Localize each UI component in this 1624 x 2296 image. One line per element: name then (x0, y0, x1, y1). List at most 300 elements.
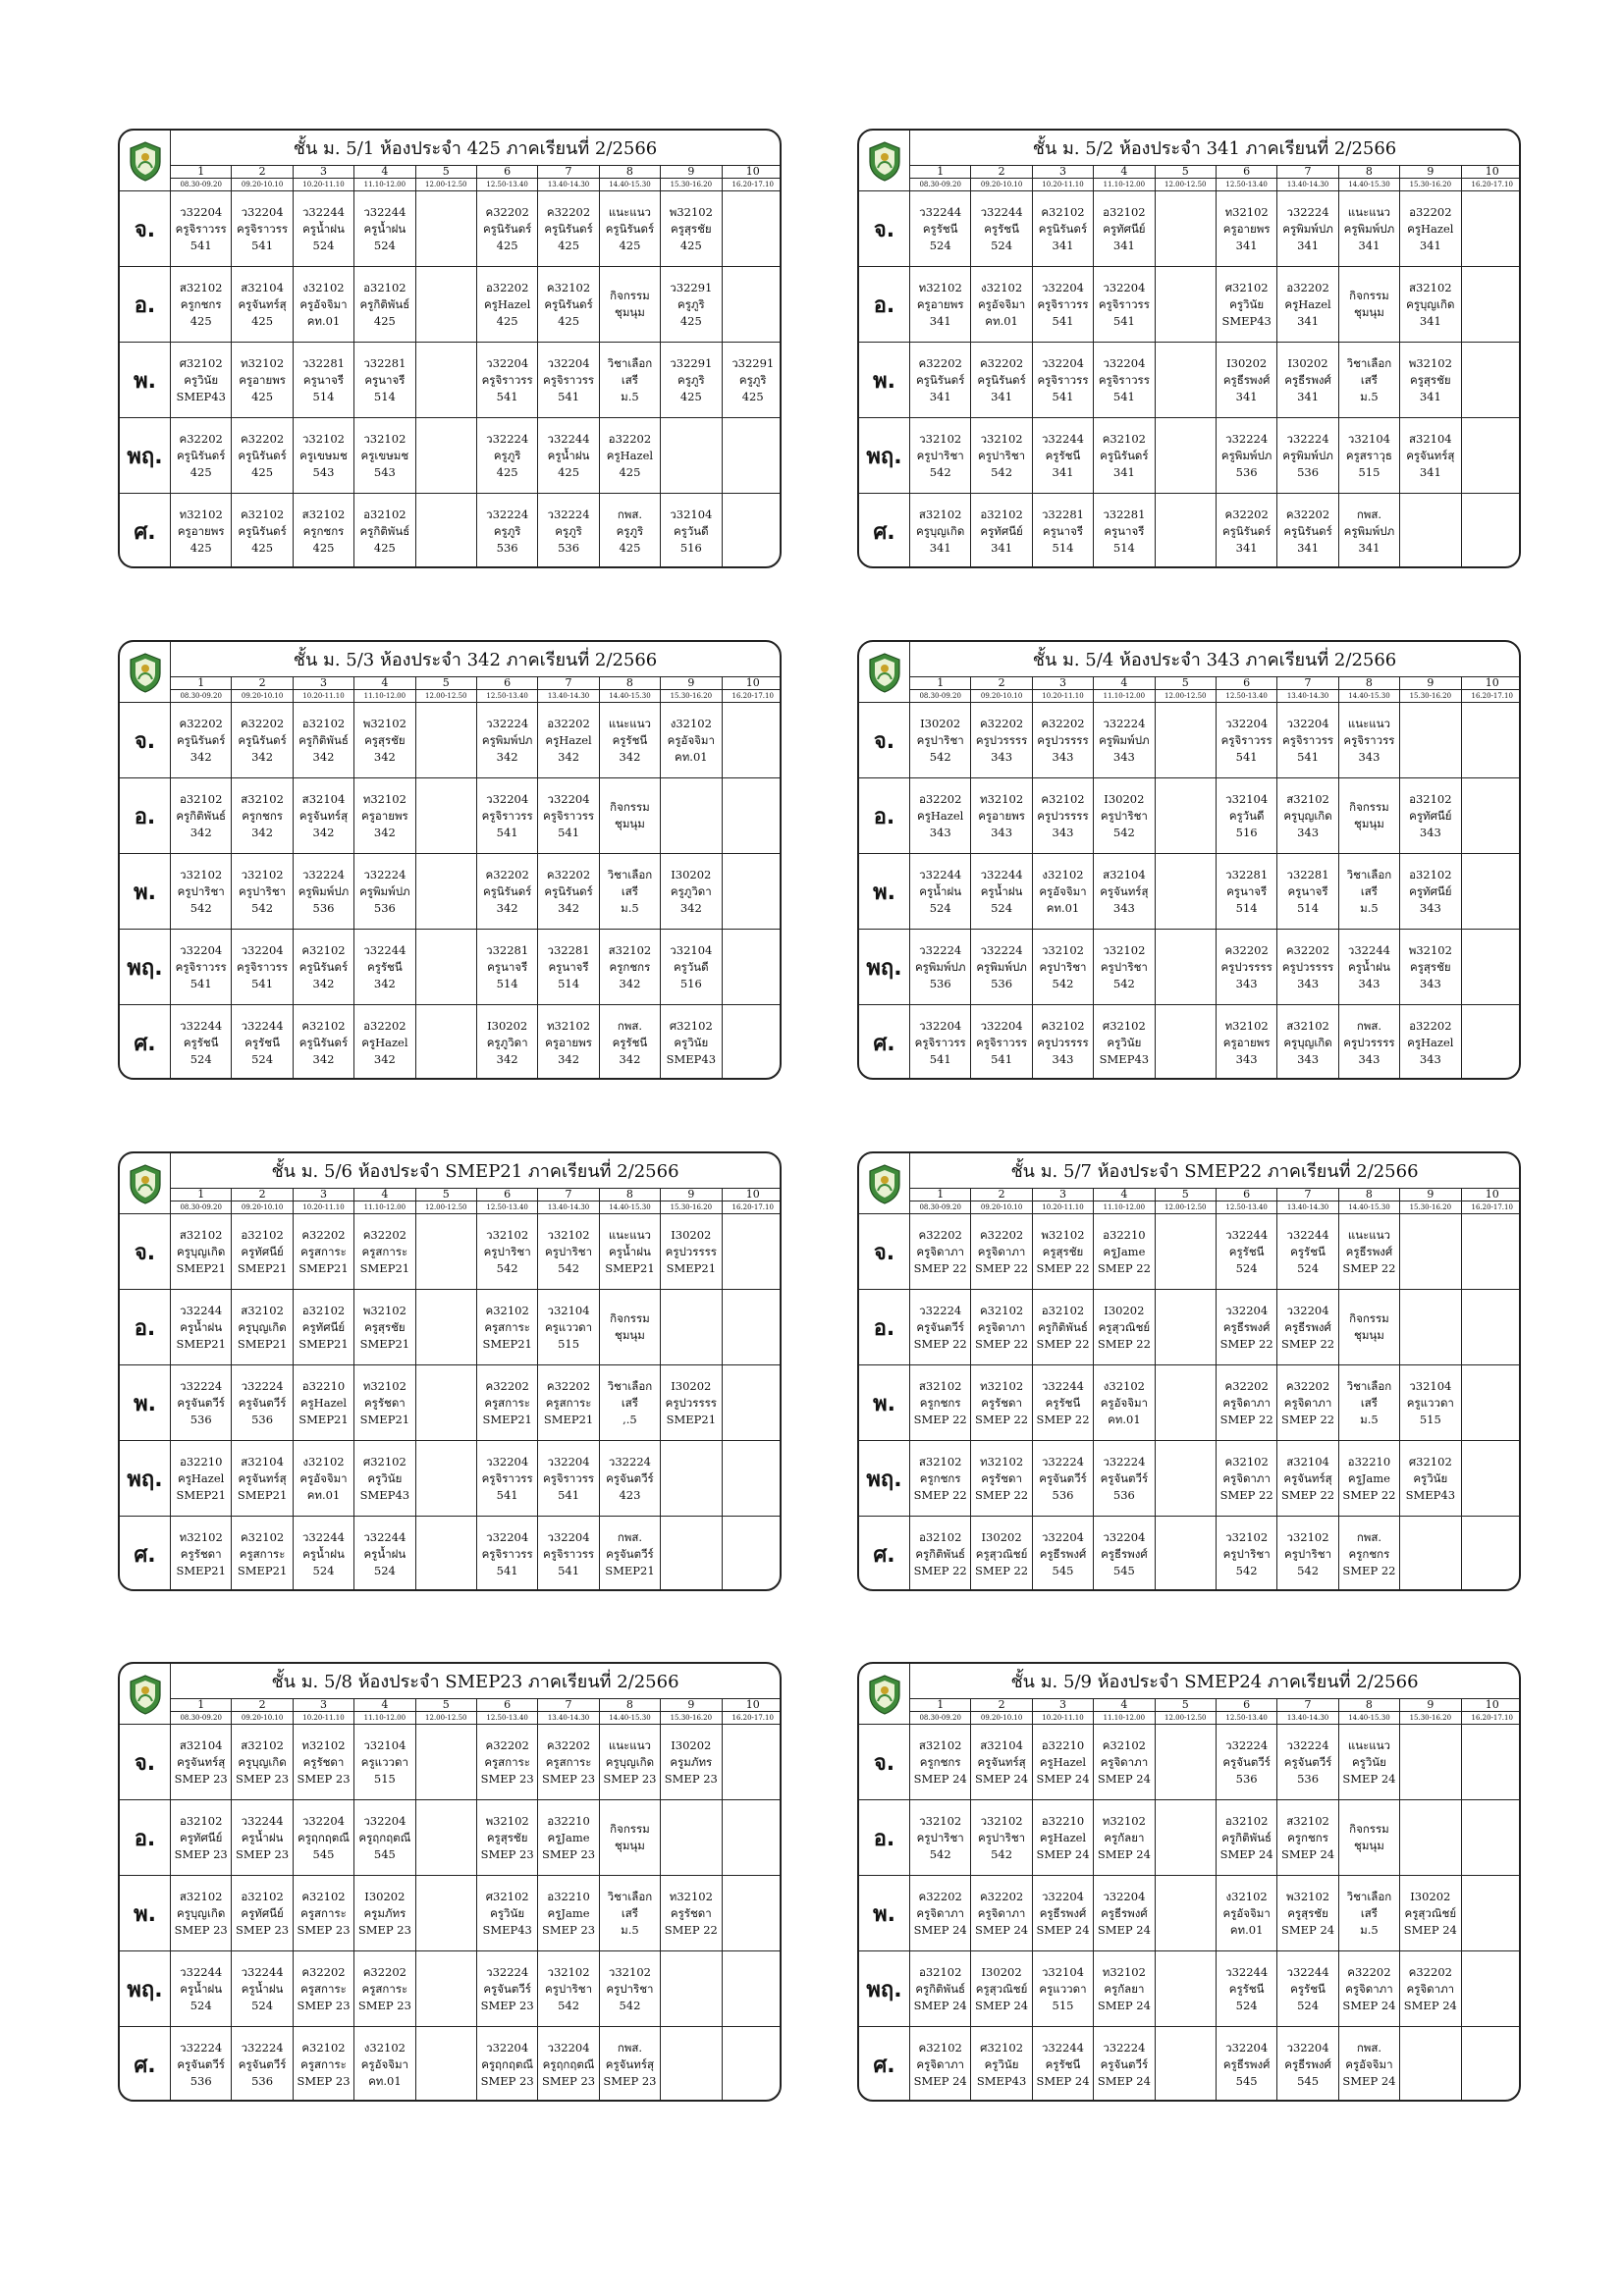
room-label: 542 (991, 1846, 1013, 1861)
day-label: พ. (120, 854, 171, 929)
subject-code: ว32204 (1103, 280, 1146, 294)
room-label: 536 (251, 1412, 274, 1426)
schedule-cell (294, 1800, 354, 1875)
room-label: 542 (991, 464, 1013, 479)
subject-code: ส32102 (918, 1378, 962, 1393)
schedule-cell (477, 1725, 538, 1799)
room-label: ,.5 (623, 1412, 637, 1426)
period-time: 12.00-12.50 (1156, 179, 1217, 190)
subject-code: ว32244 (180, 1019, 223, 1033)
schedule-cell (910, 1876, 971, 1950)
subject-code: ว32291 (731, 355, 775, 370)
day-label: จ. (859, 1214, 910, 1289)
period-time: 16.20-17.10 (731, 1714, 774, 1722)
room-label: 543 (312, 464, 335, 479)
schedule-cell (1033, 1800, 1094, 1875)
period-number: 1 (910, 677, 971, 689)
schedule-cell (600, 1876, 661, 1950)
room-label: 515 (558, 1336, 580, 1351)
room-label: 342 (189, 825, 212, 839)
subject-code: ว32102 (980, 431, 1023, 446)
school-logo-icon (120, 1664, 171, 1725)
period-number: 6 (1217, 677, 1277, 689)
room-label: 342 (619, 1052, 641, 1066)
subject-code: ท32102 (918, 280, 962, 294)
schedule-cell (971, 778, 1032, 853)
subject-code: ว32244 (241, 1964, 284, 1979)
teacher-name: ครูอัจจิมา (1345, 2057, 1393, 2071)
period-number: 1 (171, 677, 232, 689)
room-label: 536 (991, 976, 1013, 990)
subject-code: I30202 (671, 1227, 712, 1242)
room-label: 341 (1419, 313, 1441, 328)
subject-code: ว32224 (486, 507, 529, 521)
schedule-cell (1277, 494, 1338, 568)
teacher-name: ครูบุญเกิด (1406, 296, 1455, 311)
schedule-cell (1339, 343, 1400, 417)
subject-code: ว32102 (919, 431, 962, 446)
subject-code: อ32210 (179, 1454, 223, 1468)
schedule-cell (971, 191, 1032, 266)
schedule-cell (1462, 1876, 1521, 1950)
schedule-cell (723, 418, 782, 493)
schedule-cell (600, 778, 661, 853)
teacher-name: ครูHazel (545, 732, 592, 747)
subject-code: ค32202 (485, 1737, 529, 1752)
schedule-cell (1339, 854, 1400, 929)
schedule-cell (538, 1951, 599, 2026)
teacher-name: ครูน้ำฝน (363, 1547, 406, 1561)
schedule-cell (354, 418, 415, 493)
subject-code: ค32202 (485, 867, 529, 881)
subject-code: ว32204 (919, 1019, 962, 1033)
subject-code: ว32281 (547, 942, 590, 957)
subject-code: อ32202 (1286, 280, 1329, 294)
room-label: 524 (1235, 1998, 1258, 2012)
teacher-name: ครูวินัย (984, 2057, 1019, 2071)
schedule-cell (1277, 1214, 1338, 1289)
room-label: 343 (1297, 825, 1320, 839)
subject-code: ว32102 (547, 1227, 590, 1242)
subject-code: อ32102 (918, 1530, 962, 1544)
schedule-cell (477, 191, 538, 266)
schedule-cell (294, 343, 354, 417)
room-label: SMEP 24 (1342, 1771, 1396, 1786)
subject-code: ว32102 (241, 867, 284, 881)
subject-code: ว32281 (1286, 867, 1329, 881)
room-label: SMEP 22 (1097, 1260, 1151, 1275)
period-time: 15.30-16.20 (1400, 179, 1461, 190)
subject-code: ศ32102 (362, 1454, 406, 1468)
period-number: 6 (1217, 1699, 1277, 1711)
schedule-cell (723, 854, 782, 929)
schedule-cell (723, 1725, 782, 1799)
day-row (120, 1725, 780, 1800)
room-label: 342 (496, 900, 518, 915)
subject-code: แนะแนว (608, 716, 652, 730)
subject-code: ส32102 (241, 1737, 284, 1752)
period-time: 13.40-14.30 (538, 1712, 599, 1724)
period-time: 10.20-11.10 (294, 1201, 354, 1213)
schedule-cell (1156, 930, 1217, 1004)
schedule-cell (1217, 1517, 1277, 1591)
subject-code: ค32102 (301, 1889, 346, 1903)
room-label: 425 (251, 464, 274, 479)
subject-code: ส32102 (1286, 1019, 1329, 1033)
teacher-name: ครูกชกร (919, 1470, 961, 1485)
teacher-name: ครูจิดาภา (916, 2057, 964, 2071)
schedule-cell (1217, 778, 1277, 853)
day-label: จ. (859, 703, 910, 777)
schedule-cell (416, 1517, 477, 1591)
schedule-cell (661, 1800, 722, 1875)
day-label: ศ. (859, 2027, 910, 2102)
teacher-name: ครูสการะ (361, 1981, 408, 1996)
schedule-cell (416, 494, 477, 568)
schedule-body (859, 1725, 1519, 2100)
day-label: พฤ. (859, 418, 910, 493)
schedule-cell (971, 418, 1032, 493)
day-row (859, 1725, 1519, 1800)
room-label: SMEP 22 (1342, 1260, 1396, 1275)
day-row (859, 267, 1519, 343)
subject-code: พ32102 (669, 204, 713, 219)
day-row (859, 343, 1519, 418)
schedule-cell (1156, 778, 1217, 853)
teacher-name: ครูจันทร์สุ (1406, 448, 1455, 462)
teacher-name: เสรี (1360, 1395, 1378, 1410)
teacher-name: ครูHazel (178, 1470, 225, 1485)
card-title: ชั้น ม. 5/7 ห้องประจำ SMEP22 ภาคเรียนที่ 2/2566 (910, 1153, 1519, 1189)
teacher-name: ครูนิรันดร์ (482, 221, 532, 236)
room-label: SMEP21 (605, 1564, 655, 1577)
period-number: 6 (1217, 1189, 1277, 1201)
schedule-cell (1339, 778, 1400, 853)
teacher-name: ครูปวรรรร (1037, 732, 1089, 747)
subject-code: ว32281 (1225, 867, 1269, 881)
schedule-cell (1339, 1290, 1400, 1364)
subject-code: ค32202 (918, 355, 962, 370)
teacher-name: ครูอัจจิมา (1039, 883, 1087, 898)
subject-code: ง32102 (302, 280, 345, 294)
schedule-cell (171, 418, 232, 493)
subject-code: ว32224 (1041, 1454, 1084, 1468)
room-label: 542 (929, 464, 951, 479)
teacher-name: ครูปาริชา (978, 1830, 1026, 1844)
subject-code: ว32224 (1286, 1737, 1329, 1752)
teacher-name: ครูนิรันดร์ (298, 959, 349, 974)
schedule-cell (232, 418, 293, 493)
schedule-cell (477, 1517, 538, 1591)
schedule-cell (416, 1214, 477, 1289)
room-label: SMEP 22 (913, 1412, 967, 1426)
period-time: 08.30-09.20 (910, 1712, 971, 1724)
room-label: SMEP 24 (1036, 1846, 1090, 1861)
subject-code: ค32102 (301, 942, 346, 957)
subject-code: อ32202 (363, 1019, 406, 1033)
subject-code: ส32104 (1409, 431, 1452, 446)
subject-code: I30202 (671, 1737, 712, 1752)
subject-code: ค32202 (1224, 1378, 1269, 1393)
schedule-cell (723, 1365, 782, 1440)
subject-code: ว32224 (547, 507, 590, 521)
room-label: SMEP 24 (1097, 1998, 1151, 2012)
room-label: 516 (679, 976, 702, 990)
teacher-name: ครูบุญเกิด (1283, 808, 1332, 823)
schedule-cell (1462, 494, 1521, 568)
schedule-cell (171, 778, 232, 853)
room-label: SMEP 22 (1036, 1260, 1090, 1275)
teacher-name: ครูจิราวรร (543, 1547, 595, 1561)
room-label: 425 (619, 238, 641, 252)
day-label: พฤ. (859, 1441, 910, 1516)
teacher-name: ครูพิมพ์ปภ (359, 883, 410, 898)
teacher-name: ชุมนุม (1354, 817, 1384, 830)
school-logo-icon (120, 131, 171, 191)
room-label: SMEP21 (359, 1260, 410, 1275)
subject-code: อ32102 (1409, 791, 1452, 806)
teacher-name: เสรี (621, 1905, 638, 1920)
schedule-cell (171, 1441, 232, 1516)
teacher-name: ครูปาริชา (978, 448, 1026, 462)
subject-code: แนะแนว (608, 204, 652, 219)
period-time: 12.50-13.40 (477, 179, 538, 190)
room-label: 343 (1052, 825, 1074, 839)
schedule-cell (910, 1800, 971, 1875)
subject-code: ว32224 (1286, 204, 1329, 219)
teacher-name: ครูภูริ (555, 524, 582, 538)
period-time: 13.40-14.30 (538, 690, 599, 702)
day-label: ศ. (859, 1517, 910, 1591)
schedule-cell (1033, 1517, 1094, 1591)
room-label: SMEP21 (237, 1564, 288, 1577)
room-label: SMEP21 (605, 1260, 655, 1275)
subject-code: ว32224 (486, 431, 529, 446)
schedule-cell (1094, 778, 1155, 853)
period-header-row (910, 1189, 1519, 1201)
teacher-name: ครูสุวณิชย์ (975, 1981, 1028, 1996)
schedule-cell (538, 930, 599, 1004)
teacher-name: ครูสุวณิชย์ (1404, 1905, 1457, 1920)
schedule-cell (171, 1951, 232, 2026)
room-label: SMEP 24 (975, 1998, 1029, 2012)
teacher-name: ชุมนุม (615, 817, 645, 830)
schedule-cell (723, 930, 782, 1004)
schedule-cell (1156, 1214, 1217, 1289)
schedule-cell (416, 1005, 477, 1080)
schedule-cell (1277, 854, 1338, 929)
period-number: 3 (1033, 166, 1094, 178)
subject-code: ค32102 (301, 1019, 346, 1033)
room-label: 541 (991, 1052, 1013, 1066)
day-label: อ. (120, 1800, 171, 1875)
schedule-cell (477, 1800, 538, 1875)
schedule-cell (723, 1517, 782, 1591)
teacher-name: ครูฤกฤตณี (481, 2057, 534, 2071)
teacher-name: ครูรัชนี (922, 221, 958, 236)
period-time: 11.10-12.00 (1094, 179, 1155, 190)
schedule-cell (354, 1005, 415, 1080)
subject-code: ค32202 (485, 1378, 529, 1393)
period-time: 15.30-16.20 (661, 1201, 722, 1213)
schedule-cell (1094, 1800, 1155, 1875)
room-label: 516 (1235, 825, 1258, 839)
room-label: 542 (619, 1998, 641, 2012)
teacher-name: ครูภูริ (677, 296, 705, 311)
schedule-cell (1400, 494, 1461, 568)
schedule-cell (1400, 343, 1461, 417)
teacher-name: ชุมนุม (1354, 305, 1384, 319)
subject-code: ง32102 (363, 2041, 406, 2055)
teacher-name: ครูนิรันดร์ (238, 448, 287, 462)
period-time: 09.20-10.10 (971, 1201, 1032, 1213)
schedule-cell (477, 1005, 538, 1080)
day-row (859, 930, 1519, 1005)
schedule-cell (1156, 1725, 1217, 1799)
subject-code: I30202 (1226, 355, 1268, 370)
schedule-cell (600, 418, 661, 493)
room-label: SMEP21 (482, 1412, 532, 1426)
schedule-cell (1277, 1290, 1338, 1364)
period-time: 08.30-09.20 (910, 1201, 971, 1213)
room-label: 542 (1297, 1564, 1320, 1577)
room-label: SMEP21 (298, 1336, 349, 1351)
schedule-cell (1217, 930, 1277, 1004)
subject-code: ว32204 (1041, 355, 1084, 370)
room-label: SMEP 24 (1281, 1922, 1335, 1937)
room-label: 342 (679, 900, 702, 915)
teacher-name: ครูสุรชัย (671, 221, 712, 236)
schedule-cell (294, 1214, 354, 1289)
schedule-cell (1339, 2027, 1400, 2102)
schedule-cell (661, 854, 722, 929)
schedule-cell (1156, 2027, 1217, 2102)
room-label: SMEP 23 (297, 2074, 351, 2088)
teacher-name: ครูปวรรรร (975, 732, 1028, 747)
room-label: 341 (1358, 238, 1380, 252)
room-label: SMEP 23 (542, 1922, 596, 1937)
teacher-name: ครูวินัย (1413, 1470, 1448, 1485)
subject-code: ว32204 (547, 1454, 590, 1468)
schedule-cell (1094, 1517, 1155, 1591)
subject-code: ว32281 (363, 355, 406, 370)
teacher-name: ครูสการะ (300, 2057, 347, 2071)
schedule-cell (1217, 191, 1277, 266)
subject-code: ว32244 (547, 431, 590, 446)
schedule-cell (1400, 1725, 1461, 1799)
subject-code: อ32102 (241, 1889, 284, 1903)
period-number: 2 (232, 166, 293, 178)
teacher-name: ครูพิมพ์ปภ (481, 732, 533, 747)
teacher-name: เสรี (1360, 372, 1378, 387)
schedule-cell (1033, 343, 1094, 417)
schedule-cell (1217, 1951, 1277, 2026)
schedule-cell (232, 2027, 293, 2102)
subject-code: ค32202 (179, 431, 223, 446)
subject-code: วิชาเลือก (607, 867, 653, 881)
schedule-cell (294, 267, 354, 342)
subject-code: ว32244 (241, 1813, 284, 1828)
schedule-cell (1277, 267, 1338, 342)
schedule-cell (171, 2027, 232, 2102)
subject-code: ว32204 (547, 355, 590, 370)
period-number: 10 (745, 1698, 760, 1711)
schedule-cell (1156, 854, 1217, 929)
teacher-name: ครูบุญเกิด (605, 1754, 655, 1769)
room-label: 342 (312, 976, 335, 990)
subject-code: อ32102 (179, 791, 223, 806)
teacher-name: ครูจันตวีร์ (606, 1470, 654, 1485)
teacher-name: ครูวินัย (367, 1470, 403, 1485)
schedule-cell (294, 1876, 354, 1950)
school-logo-icon (859, 642, 910, 703)
subject-code: ส32104 (179, 1737, 223, 1752)
day-row (859, 778, 1519, 854)
teacher-name: ครูพิมพ์ปภ (298, 883, 350, 898)
timetable-card (118, 1662, 782, 2102)
teacher-name: ครูปาริชา (1039, 959, 1087, 974)
period-number: 5 (1156, 1189, 1217, 1201)
day-row (859, 1365, 1519, 1441)
schedule-cell (971, 930, 1032, 1004)
subject-code: ท32102 (179, 1530, 223, 1544)
room-label: SMEP 24 (975, 1922, 1029, 1937)
period-time: 15.30-16.20 (661, 179, 722, 190)
subject-code: ว32204 (241, 942, 284, 957)
schedule-cell (354, 778, 415, 853)
schedule-cell (1217, 343, 1277, 417)
schedule-cell (910, 1441, 971, 1516)
schedule-cell (600, 1800, 661, 1875)
schedule-cell (171, 191, 232, 266)
teacher-name: ชุมนุม (615, 1328, 645, 1342)
schedule-cell (1462, 930, 1521, 1004)
room-label: 341 (1235, 389, 1258, 403)
room-label: 423 (619, 1487, 641, 1502)
subject-code: ส32102 (179, 1889, 223, 1903)
schedule-cell (232, 703, 293, 777)
room-label: SMEP 24 (1342, 2074, 1396, 2088)
schedule-cell (1400, 1517, 1461, 1591)
teacher-name: ครูนิรันดร์ (977, 372, 1026, 387)
teacher-name: ครูวินัย (1229, 296, 1265, 311)
room-label: SMEP 23 (542, 1771, 596, 1786)
schedule-cell (354, 1876, 415, 1950)
teacher-name: ครูอัจจิมา (1100, 1395, 1149, 1410)
room-label: SMEP 22 (1219, 1412, 1273, 1426)
teacher-name: ครูพิมพ์ปภ (1282, 221, 1333, 236)
teacher-name: ครูรัชดา (180, 1547, 222, 1561)
subject-code: ว32224 (1286, 431, 1329, 446)
teacher-name: ครูปวรรรร (1220, 959, 1272, 974)
teacher-name: ครูปาริชา (1100, 959, 1148, 974)
period-number: 3 (294, 166, 354, 178)
card-title: ชั้น ม. 5/9 ห้องประจำ SMEP24 ภาคเรียนที่ 2/2566 (910, 1664, 1519, 1699)
day-label: จ. (120, 703, 171, 777)
room-label: SMEP 22 (1342, 1487, 1396, 1502)
schedule-cell (910, 2027, 971, 2102)
room-label: 514 (496, 976, 518, 990)
teacher-name: ครูจันตวีร์ (606, 1547, 654, 1561)
schedule-cell (910, 191, 971, 266)
teacher-name: ครูบุญเกิด (238, 1754, 287, 1769)
period-number: 7 (1277, 1699, 1338, 1711)
teacher-name: ครูวินัย (490, 1905, 525, 1920)
teacher-name: ครูHazel (483, 296, 531, 311)
subject-code: พ32102 (1408, 942, 1452, 957)
subject-code: ว32224 (1103, 1454, 1146, 1468)
teacher-name: ครูอัจจิมา (360, 2057, 409, 2071)
